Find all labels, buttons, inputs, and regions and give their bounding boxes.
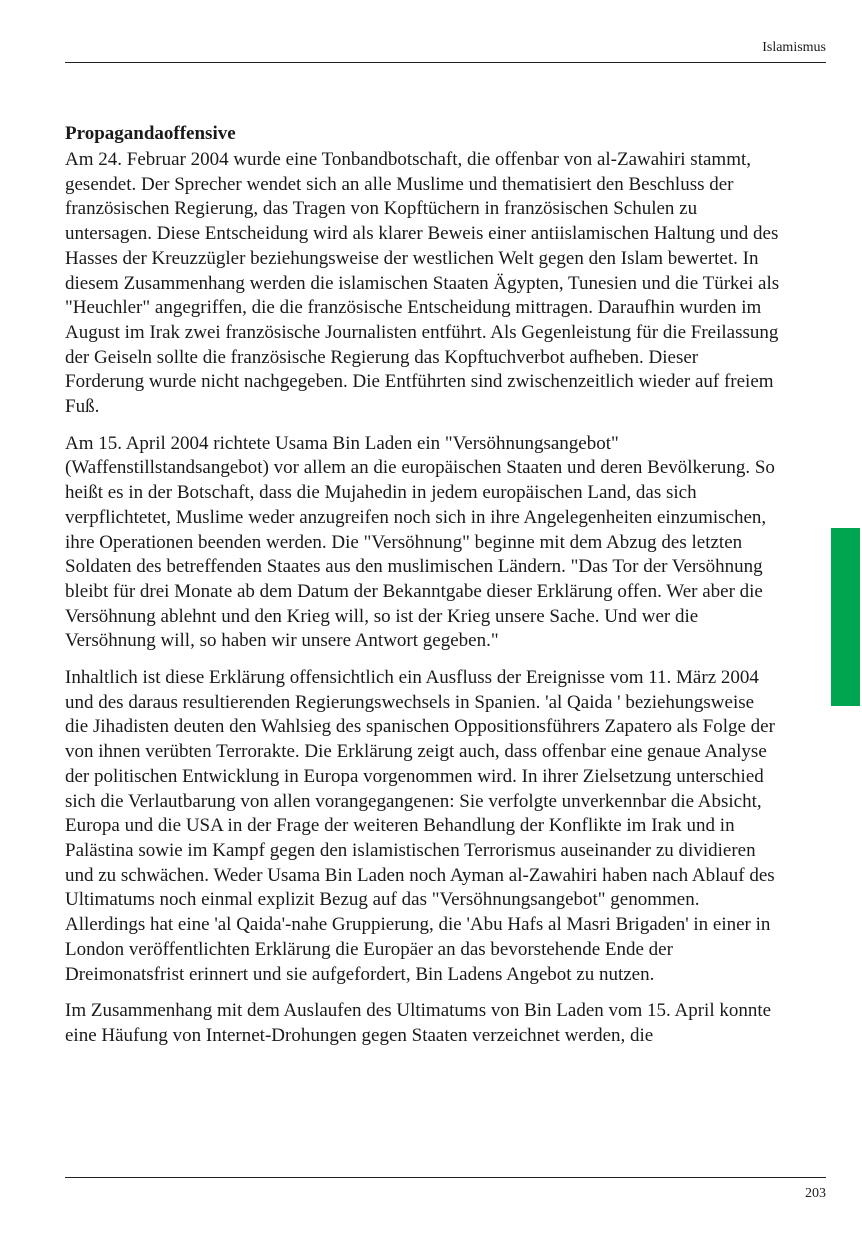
paragraph: Inhaltlich ist diese Erklärung offensichtlich ein Ausfluss der Ereignisse vom 11. März 2004 und des daraus resultierenden Regierungswechsels in Spanien. 'al Qaida ' beziehungsweise die Jihadisten deuten den Wahlsieg des spanischen Oppositionsführers Zapatero als Folge der von ihnen verübten Terrorakte. Die Erklärung zeigt auch, dass offenbar eine genaue Analyse der politischen Entwicklung in Europa vorgenommen wird. In ihrer Zielsetzung unterschied sich die Verlautbarung von allen vorangegangenen: Sie verfolgte unverkennbar die Absicht, Europa und die USA in der Frage der weiteren Behandlung der Konflikte im Irak und in Palästina sowie im Kampf gegen den islamistischen Terrorismus auseinander zu dividieren und zu schwächen. Weder Usama Bin Laden noch Ayman al-Zawahiri haben nach Ablauf des Ultimatums noch einmal explizit Bezug auf das "Versöhnungsangebot" genommen. Allerdings hat eine 'al Qaida'-nahe Gruppierung, die 'Abu Hafs al Masri Brigaden' in einer in London veröffentlichten Erklärung die Europäer an das bevorstehende Ende der Dreimonatsfrist erinnert und sie aufgefordert, Bin Ladens Angebot zu nutzen. xyxy=(65,667,775,985)
footer-rule xyxy=(65,1177,826,1178)
section-title: Propagandaoffensive xyxy=(65,123,236,144)
paragraph: Im Zusammenhang mit dem Auslaufen des Ultimatums von Bin Laden vom 15. April konnte eine Häufung von Internet-Drohungen gegen Staaten verzeichnet werden, die xyxy=(65,1000,772,1046)
page-body xyxy=(65,122,780,1061)
page-number: 203 xyxy=(805,1186,826,1201)
paragraph: Am 15. April 2004 richtete Usama Bin Laden ein "Versöhnungsangebot" (Waffenstillstandsangebot) vor allem an die europäischen Staaten und deren Bevölkerung. So heißt es in der Botschaft, dass die Mujahedin in jedem europäischen Land, das sich verpflichtetet, Muslime weder anzugreifen noch sich in ihre Angelegenheiten einzumischen, ihre Operationen beenden werden. Die "Versöhnung" beginne mit dem Abzug des letzten Soldaten des betreffenden Staates aus den muslimischen Ländern. "Das Tor der Versöhnung bleibt für drei Monate ab dem Datum der Bekanntgabe dieser Erklärung offen. Wer aber die Versöhnung ablehnt und den Krieg will, so ist der Krieg unsere Sache. Und wer die Versöhnung will, so haben wir unsere Antwort gegeben." xyxy=(65,432,775,652)
chapter-tab-marker xyxy=(831,528,860,706)
running-header: Islamismus xyxy=(762,40,826,55)
header-rule xyxy=(65,62,826,63)
paragraph: Am 24. Februar 2004 wurde eine Tonbandbotschaft, die offenbar von al-Zawahiri stammt, gesendet. Der Sprecher wendet sich an alle Muslime und thematisiert den Beschluss der französischen Regierung, das Tragen von Kopftüchern in französischen Schulen zu untersagen. Diese Entscheidung wird als klarer Beweis einer antiislamischen Haltung und des Hasses der Kreuzzügler beziehungsweise der westlichen Welt gegen den Islam bewertet. In diesem Zusammenhang werden die islamischen Staaten Ägypten, Tunesien und die Türkei als "Heuchler" angegriffen, die die französische Entscheidung mittragen. Daraufhin wurden im August im Irak zwei französische Journalisten entführt. Als Gegenleistung für die Freilassung der Geiseln sollte die französische Regierung das Kopftuchverbot aufheben. Dieser Forderung wurde nicht nachgegeben. Die Entführten sind zwischenzeitlich wieder auf freiem Fuß. xyxy=(65,149,780,418)
